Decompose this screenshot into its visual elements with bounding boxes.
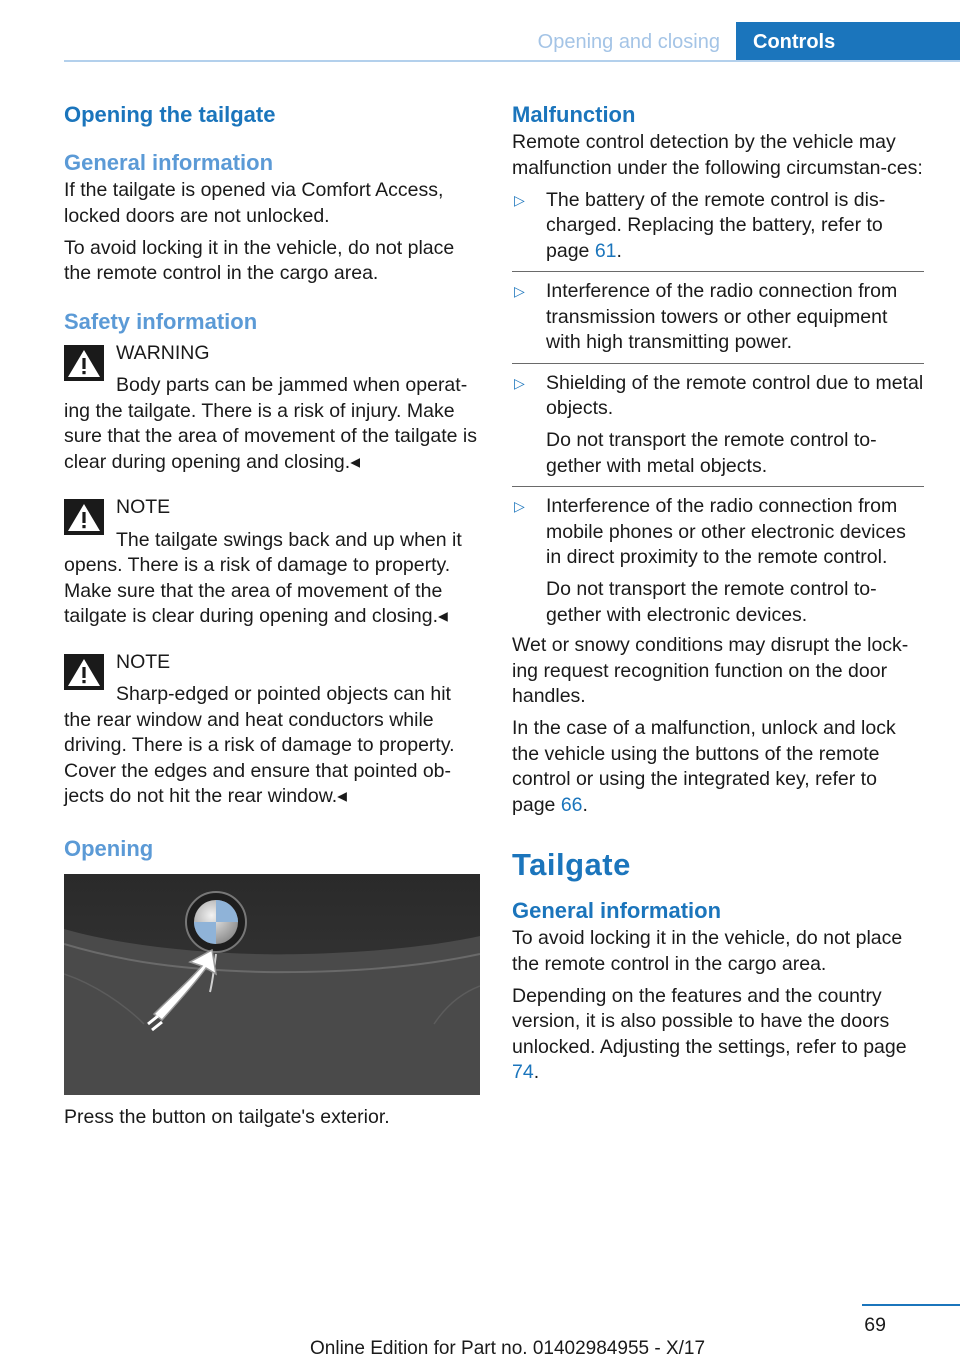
list-item (512, 494, 924, 628)
heading-opening: Opening (64, 835, 154, 861)
note-block-2 (64, 650, 478, 810)
triangle-bullet-icon: ▷ (514, 498, 525, 514)
heading-safety-information: Safety information (64, 308, 258, 334)
triangle-bullet-icon: ▷ (514, 374, 525, 391)
paragraph-suffix: . (582, 793, 588, 816)
list-item-text: The battery of the remote control is dis-charged. Replacing the battery, refer to page (546, 188, 886, 262)
tailgate-paragraph-2 (512, 984, 924, 1086)
heading-opening-tailgate: Opening the tailgate (64, 102, 276, 127)
warning-triangle-icon (64, 345, 104, 381)
list-item-suffix: . (616, 239, 622, 262)
note-text-1: opens. There is a risk of damage to property. Make sure that the area of movement of the tailgate is clear during opening and closing.◂ (64, 554, 451, 627)
list-divider (512, 363, 924, 364)
header-rule (64, 60, 960, 62)
header-section-title: Opening and closing (537, 31, 720, 53)
list-item (512, 279, 924, 356)
tailgate-paragraph-1: To avoid locking it in the vehicle, do not place the remote control in the cargo area. (512, 927, 903, 975)
note-lead-2: Sharp-edged or pointed objects can hit (116, 683, 451, 705)
heading-malfunction: Malfunction (512, 102, 636, 127)
note-block-1 (64, 495, 478, 630)
right-column (512, 100, 924, 1092)
list-item-text: Interference of the radio connection from mobile phones or other electronic devices in direct proximity to the remote control. (546, 495, 906, 568)
heading-tailgate-general-information: General information (512, 898, 722, 923)
warning-block (64, 341, 478, 476)
paragraph-text: Depending on the features and the country version, it is also possible to have the doors unlocked. Adjusting the settings, refer to page (512, 984, 907, 1058)
page-link-74[interactable]: 74 (512, 1061, 534, 1083)
opening-caption: Press the button on tailgate's exterior. (64, 1105, 390, 1128)
warning-lead: Body parts can be jammed when operat- (116, 374, 468, 396)
warning-text: ing the tailgate. There is a risk of injury. Make sure that the area of movement of the tailgate is clear during opening and closing.◂ (64, 399, 477, 473)
header-chapter-tab[interactable]: Controls (736, 22, 960, 62)
list-item-text: Interference of the radio connection from transmission towers or other equipment with high transmitting power. (546, 280, 898, 353)
note-label-1: NOTE (116, 496, 171, 518)
note-lead-1: The tailgate swings back and up when it (116, 528, 462, 551)
general-paragraph-2: To avoid locking it in the vehicle, do not place the remote control in the cargo area. (64, 236, 455, 284)
note-text-2: the rear window and heat conductors while driving. There is a risk of damage to property. Cover the edges and ensure that pointed ob-jects do not hit the rear window.◂ (64, 708, 455, 807)
footer-edition: Online Edition for Part no. 01402984955 - X/17 (310, 1338, 706, 1359)
paragraph-suffix: . (533, 1061, 540, 1083)
heading-tailgate: Tailgate (512, 847, 631, 882)
wet-conditions-paragraph: Wet or snowy conditions may disrupt the lock-ing request recognition function on the door handles. (512, 634, 909, 707)
heading-general-information: General information (64, 150, 274, 175)
triangle-bullet-icon: ▷ (514, 191, 525, 208)
page-link-61[interactable]: 61 (594, 239, 617, 262)
note-triangle-icon (64, 654, 104, 690)
general-paragraph-1: If the tailgate is opened via Comfort Access, locked doors are not unlocked. (64, 179, 444, 227)
malfunction-case-paragraph (512, 716, 924, 818)
list-item-subtext: Do not transport the remote control to-gether with electronic devices. (546, 578, 877, 626)
list-divider (512, 486, 924, 487)
page-number-rule (862, 1304, 960, 1306)
warning-label: WARNING (116, 341, 210, 364)
list-item (512, 188, 924, 265)
left-column (64, 100, 478, 1137)
list-item-text: Shielding of the remote control due to metal objects. (546, 371, 924, 419)
tailgate-button-illustration (64, 874, 480, 1095)
malfunction-intro: Remote control detection by the vehicle may malfunction under the following circumstan-ces: (512, 131, 923, 179)
list-item (512, 371, 924, 480)
page-number: 69 (864, 1314, 886, 1336)
note-label-2: NOTE (116, 650, 171, 673)
note-triangle-icon (64, 499, 104, 535)
page-link-66[interactable]: 66 (560, 793, 583, 816)
list-divider (512, 271, 924, 272)
list-item-subtext: Do not transport the remote control to-gether with metal objects. (546, 429, 877, 477)
malfunction-list (512, 188, 924, 629)
paragraph-text: In the case of a malfunction, unlock and lock the vehicle using the buttons of the remote control or using the integrated key, refer to page (512, 717, 896, 816)
triangle-bullet-icon: ▷ (514, 283, 525, 299)
